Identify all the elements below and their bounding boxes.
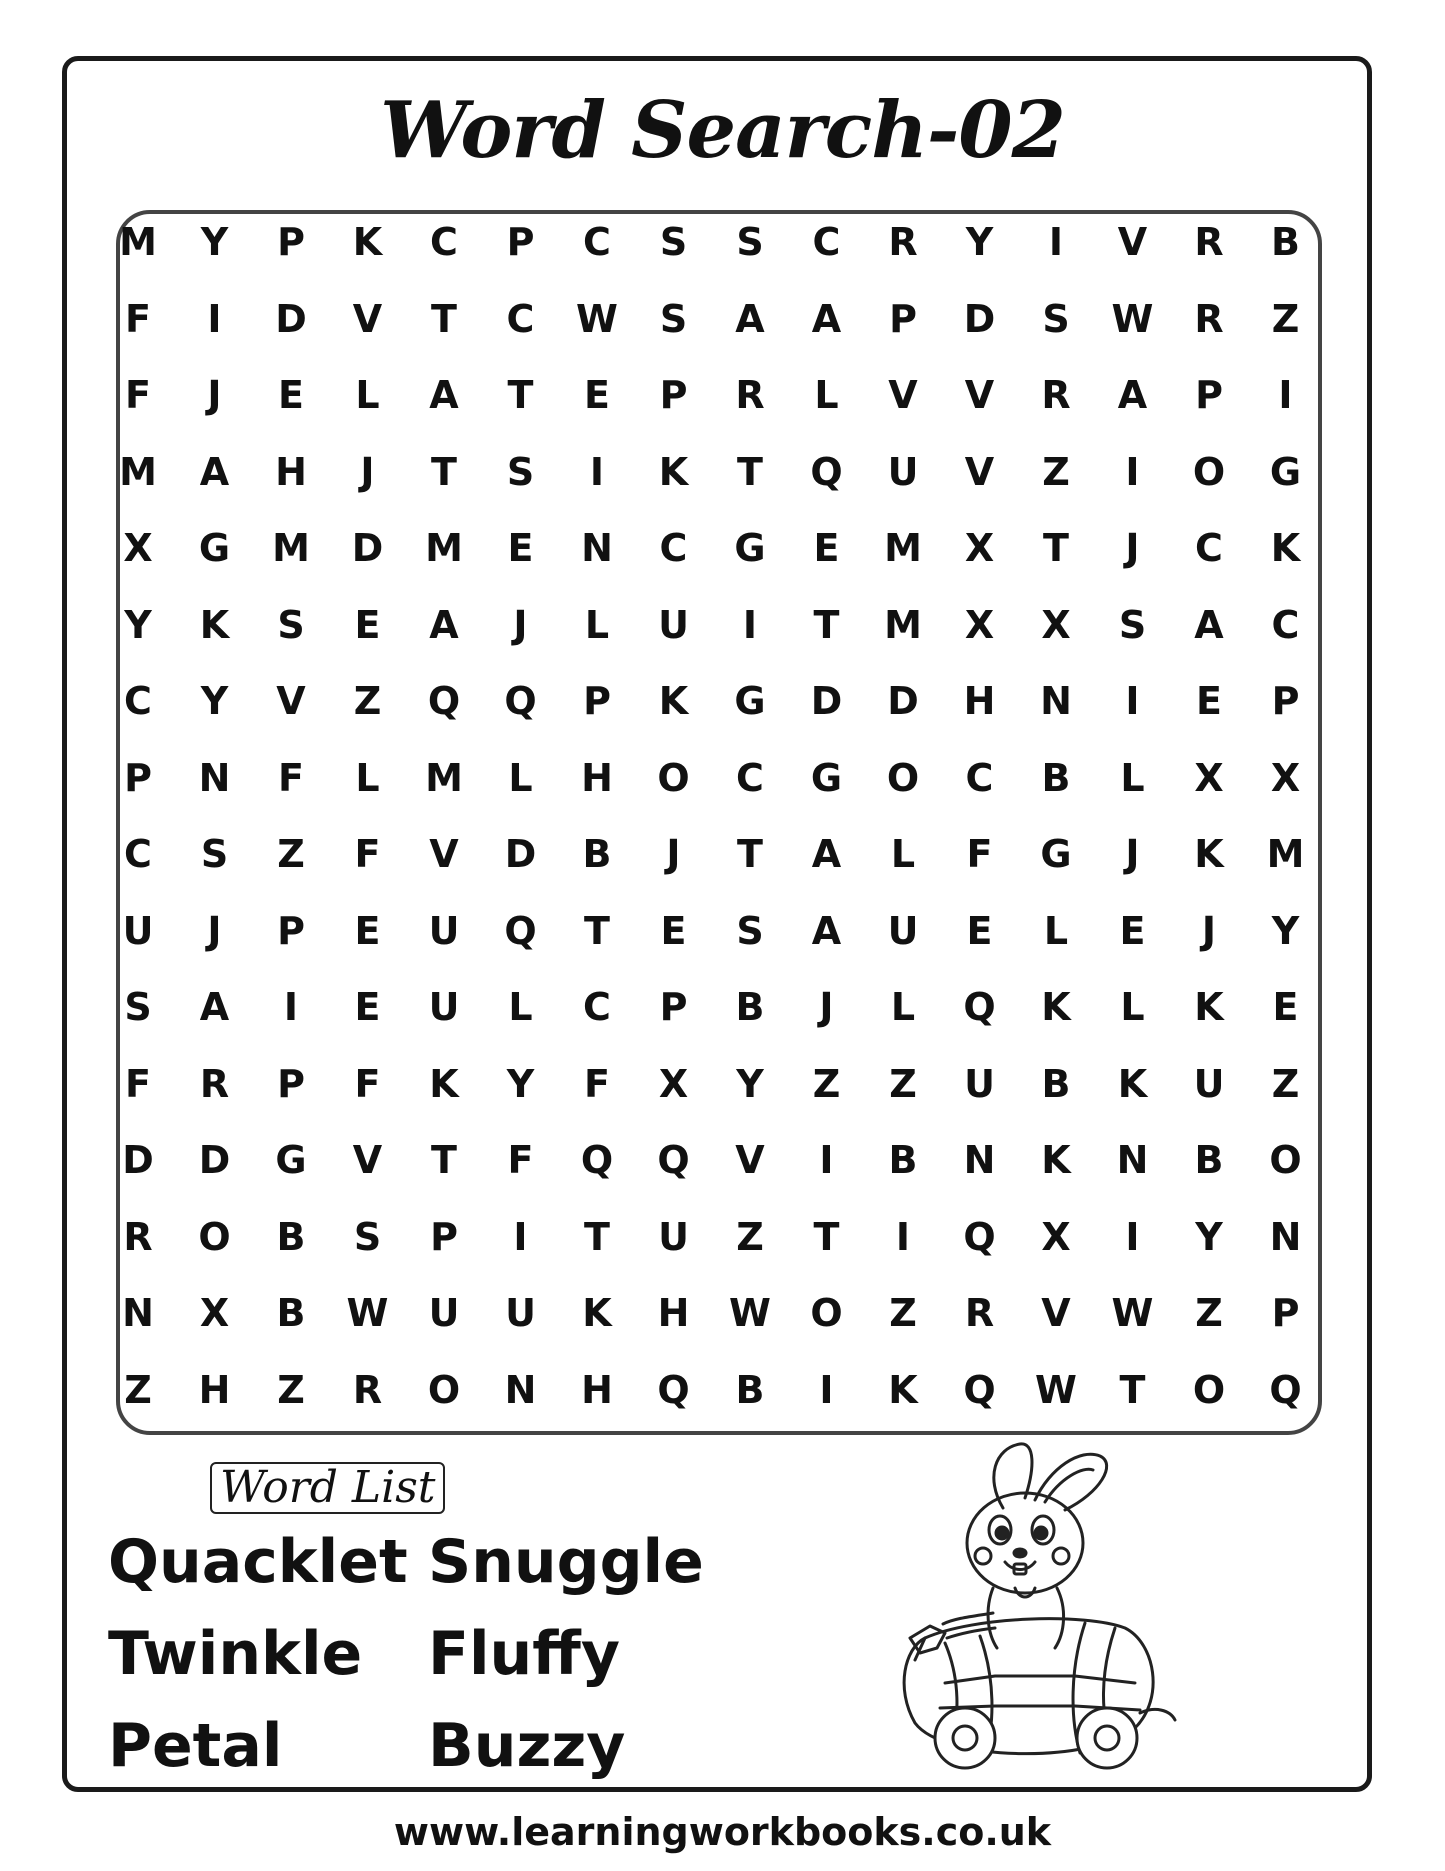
grid-letter: I (513, 1214, 528, 1259)
grid-letter: J (207, 373, 222, 417)
grid-letter: T (737, 449, 763, 494)
grid-letter: L (1120, 755, 1145, 800)
grid-letter: K (582, 1291, 612, 1335)
letter-grid (108, 212, 1330, 1433)
grid-letter: K (1194, 985, 1224, 1029)
grid-letter: V (429, 832, 459, 876)
grid-letter: B (888, 1138, 918, 1182)
grid-letter: F (584, 1061, 610, 1106)
grid-letter: Z (889, 1061, 917, 1106)
grid-letter: C (124, 679, 152, 723)
grid-letter: H (198, 1367, 231, 1412)
grid-letter: P (659, 985, 688, 1029)
grid-letter: I (819, 1138, 834, 1182)
grid-letter: T (584, 1214, 610, 1259)
grid-letter: O (810, 1291, 843, 1335)
grid-letter: Z (1042, 449, 1070, 494)
grid-letter: P (889, 296, 917, 341)
grid-letter: H (275, 449, 307, 494)
grid-letter: T (584, 908, 610, 953)
grid-letter: X (964, 602, 995, 647)
grid-letter: I (1125, 449, 1140, 494)
grid-letter: P (277, 220, 305, 264)
grid-letter: T (507, 373, 534, 417)
grid-letter: C (506, 296, 535, 341)
grid-letter: U (658, 602, 689, 647)
grid-letter: J (1125, 526, 1140, 570)
grid-letter: R (888, 220, 918, 264)
grid-letter: V (735, 1138, 765, 1182)
grid-letter: A (1117, 373, 1148, 417)
grid-letter: Q (657, 1138, 690, 1182)
website-url: www.learningworkbooks.co.uk (393, 1810, 1052, 1854)
grid-letter: K (1041, 1138, 1071, 1182)
grid-letter: U (887, 908, 919, 953)
grid-letter: D (963, 296, 996, 341)
grid-letter: Z (277, 1367, 305, 1412)
grid-letter: P (430, 1214, 458, 1259)
word-list-item: Quacklet (108, 1527, 408, 1597)
grid-letter: Q (810, 449, 843, 494)
grid-letter: L (890, 985, 916, 1029)
grid-letter: N (122, 1291, 154, 1335)
grid-letter: L (584, 602, 610, 647)
grid-letter: S (124, 985, 152, 1029)
grid-letter: V (352, 296, 383, 341)
grid-letter: I (589, 449, 605, 494)
grid-letter: U (658, 1214, 689, 1259)
grid-letter: T (431, 1138, 457, 1182)
grid-letter: U (964, 1061, 995, 1106)
grid-letter: V (964, 373, 995, 417)
grid-letter: Z (1271, 1061, 1300, 1106)
word-list-item: Fluffy (428, 1619, 620, 1689)
grid-letter: A (429, 602, 459, 647)
grid-letter: Z (812, 1061, 841, 1106)
grid-letter: Q (963, 1367, 996, 1412)
grid-letter: C (583, 985, 611, 1029)
grid-letter: I (742, 602, 758, 647)
grid-letter: G (198, 526, 231, 570)
grid-letter: N (963, 1138, 996, 1182)
grid-letter: Y (736, 1061, 764, 1106)
grid-letter: Y (124, 602, 152, 647)
grid-letter: H (581, 1367, 613, 1412)
grid-letter: L (890, 832, 916, 876)
grid-letter: P (1195, 373, 1223, 417)
grid-letter: T (813, 1214, 840, 1259)
grid-letter: F (966, 832, 993, 876)
grid-letter: M (1266, 832, 1305, 876)
grid-letter: A (735, 296, 765, 341)
word-list-item: Twinkle (108, 1619, 363, 1689)
grid-letter: R (735, 373, 765, 417)
grid-letter: F (125, 373, 151, 417)
grid-letter: B (1271, 220, 1300, 264)
grid-letter: T (431, 296, 457, 341)
grid-letter: E (354, 908, 381, 953)
grid-letter: P (277, 908, 305, 953)
grid-letter: X (1270, 755, 1301, 800)
grid-letter: Q (1269, 1367, 1302, 1412)
grid-letter: A (811, 832, 842, 876)
grid-letter: Z (736, 1214, 764, 1259)
grid-letter: N (1116, 1138, 1149, 1182)
grid-letter: E (354, 985, 381, 1029)
grid-letter: D (275, 296, 307, 341)
grid-letter: Z (353, 679, 382, 723)
bunny-in-egg-car-icon (885, 1438, 1195, 1783)
grid-letter: C (812, 220, 841, 264)
grid-letter: P (1271, 1291, 1300, 1335)
grid-letter: M (425, 755, 463, 800)
grid-letter: V (888, 373, 918, 417)
grid-letter: D (887, 679, 919, 723)
grid-letter: O (1192, 449, 1226, 494)
grid-letter: D (351, 526, 384, 570)
grid-letter: G (275, 1138, 307, 1182)
grid-letter: S (736, 220, 764, 264)
grid-letter: C (1271, 602, 1300, 647)
grid-letter: R (1194, 220, 1224, 264)
grid-letter: S (659, 296, 688, 341)
grid-letter: M (119, 449, 157, 494)
grid-letter: X (964, 526, 995, 570)
grid-letter: R (964, 1291, 995, 1335)
grid-letter: Z (1195, 1291, 1223, 1335)
grid-letter: Z (1271, 296, 1300, 341)
grid-letter: Z (124, 1367, 152, 1412)
grid-letter: P (583, 679, 611, 723)
grid-letter: E (660, 908, 687, 953)
grid-letter: S (1042, 296, 1070, 341)
grid-letter: H (963, 679, 996, 723)
grid-letter: B (276, 1291, 306, 1335)
grid-letter: E (278, 373, 304, 417)
grid-letter: M (425, 526, 463, 570)
grid-letter: I (1125, 1214, 1140, 1259)
grid-letter: L (355, 755, 380, 800)
grid-letter: C (583, 220, 611, 264)
grid-letter: B (1041, 1061, 1071, 1106)
grid-letter: S (506, 449, 535, 494)
grid-letter: U (428, 985, 460, 1029)
grid-letter: K (352, 220, 383, 264)
grid-letter: P (277, 1061, 305, 1106)
grid-letter: T (813, 602, 840, 647)
grid-letter: W (1035, 1367, 1077, 1412)
grid-letter: K (658, 449, 689, 494)
grid-letter: X (1041, 602, 1071, 647)
grid-letter: S (736, 908, 764, 953)
grid-letter: Q (427, 679, 461, 723)
grid-letter: O (886, 755, 920, 800)
grid-letter: E (354, 602, 381, 647)
grid-letter: R (352, 1367, 383, 1412)
grid-letter: V (1117, 220, 1148, 264)
grid-letter: Y (1195, 1214, 1223, 1259)
grid-letter: B (1194, 1138, 1224, 1182)
grid-letter: G (1269, 449, 1302, 494)
grid-letter: H (657, 1291, 690, 1335)
grid-letter: L (355, 373, 380, 417)
grid-letter: V (964, 449, 995, 494)
grid-letter: O (657, 755, 690, 800)
grid-letter: B (1041, 755, 1071, 800)
grid-letter: J (1201, 908, 1217, 953)
grid-letter: J (207, 908, 222, 953)
grid-letter: N (581, 526, 613, 570)
grid-letter: J (360, 449, 375, 494)
grid-letter: Y (1271, 908, 1300, 953)
grid-letter: U (428, 908, 460, 953)
grid-letter: R (123, 1214, 153, 1259)
grid-letter: G (734, 526, 766, 570)
grid-letter: D (198, 1138, 231, 1182)
grid-letter: K (658, 679, 689, 723)
grid-letter: I (819, 1367, 834, 1412)
grid-letter: J (1125, 832, 1140, 876)
grid-letter: M (884, 602, 922, 647)
grid-letter: D (810, 679, 843, 723)
grid-letter: I (1125, 679, 1140, 723)
word-list-item: Snuggle (428, 1527, 704, 1597)
grid-letter: O (1192, 1367, 1226, 1412)
grid-letter: C (659, 526, 688, 570)
grid-letter: E (1196, 679, 1222, 723)
grid-letter: E (507, 526, 534, 570)
grid-letter: V (352, 1138, 383, 1182)
grid-letter: E (1272, 985, 1299, 1029)
grid-letter: F (125, 1061, 151, 1106)
grid-letter: P (659, 373, 688, 417)
grid-letter: Y (965, 220, 994, 264)
grid-letter: K (199, 602, 230, 647)
word-list-item: Buzzy (428, 1711, 626, 1781)
grid-letter: Q (504, 679, 537, 723)
grid-letter: B (735, 985, 765, 1029)
grid-letter: Z (889, 1291, 917, 1335)
grid-letter: R (1194, 296, 1224, 341)
grid-letter: K (429, 1061, 459, 1106)
grid-letter: E (1119, 908, 1146, 953)
grid-letter: M (884, 526, 922, 570)
grid-letter: P (124, 755, 152, 800)
grid-letter: D (504, 832, 537, 876)
grid-letter: I (1048, 220, 1064, 264)
grid-letter: D (122, 1138, 154, 1182)
grid-letter: F (278, 755, 304, 800)
grid-letter: J (513, 602, 528, 647)
grid-letter: N (198, 755, 231, 800)
grid-letter: Q (963, 985, 996, 1029)
grid-letter: G (1040, 832, 1072, 876)
grid-letter: N (504, 1367, 537, 1412)
grid-letter: X (123, 526, 153, 570)
grid-letter: I (207, 296, 222, 341)
grid-letter: I (1278, 373, 1293, 417)
grid-letter: P (1271, 679, 1300, 723)
grid-letter: U (1193, 1061, 1225, 1106)
grid-letter: Y (200, 220, 229, 264)
grid-letter: A (811, 296, 842, 341)
grid-letter: U (887, 449, 919, 494)
grid-letter: X (658, 1061, 689, 1106)
grid-letter: C (124, 832, 152, 876)
grid-letter: X (1041, 1214, 1071, 1259)
grid-letter: B (276, 1214, 306, 1259)
grid-letter: V (276, 679, 306, 723)
grid-letter: A (811, 908, 842, 953)
grid-letter: W (346, 1291, 389, 1335)
grid-letter: S (277, 602, 305, 647)
grid-letter: L (1043, 908, 1069, 953)
grid-letter: L (508, 985, 533, 1029)
grid-letter: W (1111, 296, 1154, 341)
grid-letter: A (1194, 602, 1224, 647)
grid-letter: H (581, 755, 613, 800)
grid-letter: W (576, 296, 618, 341)
grid-letter: T (737, 832, 763, 876)
grid-letter: I (895, 1214, 911, 1259)
grid-letter: T (431, 449, 457, 494)
grid-letter: K (1270, 526, 1301, 570)
grid-letter: Q (504, 908, 537, 953)
grid-letter: Y (506, 1061, 535, 1106)
grid-letter: W (729, 1291, 771, 1335)
grid-letter: B (735, 1367, 765, 1412)
grid-letter: E (584, 373, 610, 417)
grid-letter: S (353, 1214, 382, 1259)
grid-letter: F (354, 832, 381, 876)
grid-letter: G (810, 755, 843, 800)
grid-letter: S (200, 832, 229, 876)
page-title: Word Search-02 (380, 85, 1065, 176)
grid-letter: O (427, 1367, 461, 1412)
word-list-item: Petal (108, 1711, 283, 1781)
grid-letter: S (659, 220, 688, 264)
grid-letter: E (966, 908, 993, 953)
grid-letter: F (507, 1138, 534, 1182)
grid-letter: J (666, 832, 681, 876)
grid-letter: G (734, 679, 766, 723)
grid-letter: U (122, 908, 154, 953)
grid-letter: O (1269, 1138, 1302, 1182)
grid-letter: O (198, 1214, 231, 1259)
grid-letter: K (1194, 832, 1224, 876)
grid-letter: C (430, 220, 458, 264)
grid-letter: C (965, 755, 994, 800)
grid-letter: A (429, 373, 459, 417)
grid-letter: R (199, 1061, 230, 1106)
grid-letter: M (272, 526, 310, 570)
grid-letter: B (582, 832, 612, 876)
grid-letter: K (1117, 1061, 1148, 1106)
grid-letter: K (1041, 985, 1071, 1029)
grid-letter: A (199, 985, 230, 1029)
grid-letter: S (1118, 602, 1147, 647)
grid-letter: P (506, 220, 535, 264)
grid-letter: U (428, 1291, 460, 1335)
grid-letter: L (508, 755, 533, 800)
word-list-label: Word List (210, 1462, 445, 1514)
grid-letter: J (819, 985, 834, 1029)
grid-letter: R (1041, 373, 1071, 417)
grid-letter: E (813, 526, 840, 570)
grid-letter: F (125, 296, 151, 341)
grid-letter: K (888, 1367, 918, 1412)
grid-letter: X (1194, 755, 1224, 800)
grid-letter: Z (277, 832, 305, 876)
grid-letter: N (1269, 1214, 1302, 1259)
grid-letter: A (199, 449, 230, 494)
grid-letter: L (1120, 985, 1145, 1029)
grid-letter: C (1195, 526, 1223, 570)
grid-letter: N (1040, 679, 1072, 723)
grid-letter: Q (657, 1367, 690, 1412)
grid-letter: I (283, 985, 299, 1029)
grid-letter: X (199, 1291, 230, 1335)
grid-letter: U (505, 1291, 536, 1335)
grid-letter: Y (200, 679, 229, 723)
grid-letter: L (814, 373, 839, 417)
grid-letter: C (736, 755, 764, 800)
grid-letter: F (354, 1061, 381, 1106)
grid-letter: W (1111, 1291, 1154, 1335)
grid-letter: M (119, 220, 157, 264)
grid-letter: Q (580, 1138, 614, 1182)
grid-letter: T (1119, 1367, 1146, 1412)
grid-letter: T (1043, 526, 1069, 570)
grid-letter: V (1041, 1291, 1071, 1335)
grid-letter: Q (963, 1214, 996, 1259)
